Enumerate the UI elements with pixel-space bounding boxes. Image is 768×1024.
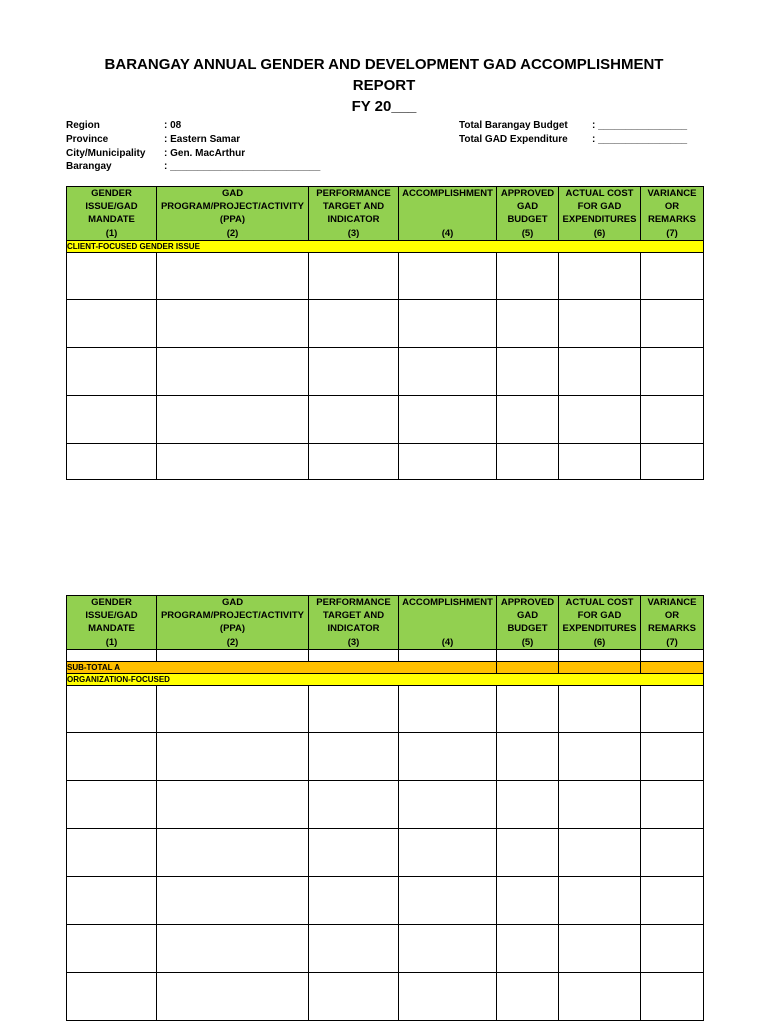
table-cell[interactable] [157,348,309,396]
table-cell[interactable] [641,686,704,733]
subtotal-a-budget[interactable] [497,662,559,674]
gad-table-organization [66,595,704,1021]
table-cell[interactable] [641,829,704,877]
table-cell[interactable] [559,650,641,662]
table-cell[interactable] [67,300,157,348]
info-value: : 08 [164,120,182,131]
table-row [67,733,704,781]
table-cell[interactable] [67,650,157,662]
title-line-1: BARANGAY ANNUAL GENDER AND DEVELOPMENT GAD ACCOMPLISHMENT [104,56,664,73]
info-row-barangay [66,160,320,174]
table-cell[interactable] [309,348,399,396]
table-cell[interactable] [399,300,497,348]
table-cell[interactable] [497,733,559,781]
subtotal-a-label: SUB-TOTAL A [67,662,497,674]
table-cell[interactable] [559,300,641,348]
table-row [67,253,704,300]
table-row [67,650,704,662]
table-cell[interactable] [309,973,399,1021]
table-row [67,781,704,829]
table-cell[interactable] [309,686,399,733]
table-cell[interactable] [157,444,309,480]
table-cell[interactable] [157,973,309,1021]
table-cell[interactable] [309,925,399,973]
info-label: Province [66,133,109,145]
table-cell[interactable] [399,444,497,480]
table-cell[interactable] [309,444,399,480]
table-row [67,348,704,396]
table-cell[interactable] [399,973,497,1021]
table-cell[interactable] [641,650,704,662]
table-cell[interactable] [399,829,497,877]
section-label-client-focused: CLIENT-FOCUSED GENDER ISSUE [67,241,704,253]
table-cell[interactable] [641,300,704,348]
table-cell[interactable] [157,925,309,973]
subtotal-row-a [67,662,704,674]
table-cell[interactable] [67,877,157,925]
info-value: : ________________ [592,120,688,131]
table-cell[interactable] [309,300,399,348]
col-header-accomplishment: ACCOMPLISHMENT (4) [399,596,497,650]
table-cell[interactable] [309,829,399,877]
table-cell[interactable] [67,253,157,300]
table-cell[interactable] [559,733,641,781]
col-header-approved-budget: APPROVED GAD BUDGET (5) [497,596,559,650]
table-cell[interactable] [559,829,641,877]
info-row-total-budget [459,119,687,133]
table-cell[interactable] [399,650,497,662]
table-cell[interactable] [309,781,399,829]
table-cell[interactable] [309,877,399,925]
table-cell[interactable] [497,444,559,480]
table-cell[interactable] [641,253,704,300]
col-header-actual-cost: ACTUAL COST FOR GAD EXPENDITURES (6) [559,596,641,650]
table-cell[interactable] [641,444,704,480]
table-cell[interactable] [559,925,641,973]
section-label-organization-focused: ORGANIZATION-FOCUSED [67,674,704,686]
table-cell[interactable] [559,686,641,733]
table-cell[interactable] [559,973,641,1021]
table-cell[interactable] [559,877,641,925]
table-cell[interactable] [641,925,704,973]
info-row-city [66,147,320,161]
table-cell[interactable] [497,829,559,877]
info-value: : Gen. MacArthur [164,147,246,159]
table-row [67,300,704,348]
table-cell[interactable] [157,686,309,733]
table-cell[interactable] [67,444,157,480]
info-label: Total GAD Expenditure [459,133,568,145]
info-row-region [66,119,320,133]
table-cell[interactable] [399,396,497,444]
table-cell[interactable] [157,829,309,877]
report-title [66,54,702,117]
table-cell[interactable] [497,650,559,662]
section-row-client-focused [67,241,704,253]
subtotal-a-variance[interactable] [641,662,704,674]
table-cell[interactable] [641,348,704,396]
table-cell[interactable] [67,781,157,829]
table-cell[interactable] [641,973,704,1021]
budget-info [459,119,687,147]
table-cell[interactable] [559,396,641,444]
table-cell[interactable] [399,686,497,733]
table-cell[interactable] [399,348,497,396]
table-cell[interactable] [559,348,641,396]
table-cell[interactable] [497,925,559,973]
table-row [67,829,704,877]
subtotal-a-actual[interactable] [559,662,641,674]
info-label: Total Barangay Budget [459,120,568,131]
table-cell[interactable] [559,781,641,829]
table-cell[interactable] [641,396,704,444]
col-header-gender-issue: GENDER ISSUE/GAD MANDATE (1) [67,187,157,241]
table-cell[interactable] [157,650,309,662]
table-cell[interactable] [497,300,559,348]
table-row [67,444,704,480]
info-value: : ___________________________ [164,161,321,173]
table-cell[interactable] [67,348,157,396]
table-row [67,396,704,444]
table-cell[interactable] [399,253,497,300]
col-header-variance: VARIANCE OR REMARKS (7) [641,187,704,241]
table-cell[interactable] [399,781,497,829]
col-header-gender-issue: GENDER ISSUE/GAD MANDATE (1) [67,596,157,650]
table-cell[interactable] [309,253,399,300]
table-header-row [67,596,704,650]
table-cell[interactable] [399,733,497,781]
gad-table-client [66,186,704,480]
col-header-variance: VARIANCE OR REMARKS (7) [641,596,704,650]
table-header-row [67,187,704,241]
col-header-performance: PERFORMANCE TARGET AND INDICATOR (3) [309,596,399,650]
title-line-3: FY 20___ [351,98,417,115]
table-cell[interactable] [67,829,157,877]
col-header-actual-cost: ACTUAL COST FOR GAD EXPENDITURES (6) [559,187,641,241]
table-cell[interactable] [157,733,309,781]
table-row [67,973,704,1021]
table-cell[interactable] [497,348,559,396]
table-cell[interactable] [67,973,157,1021]
table-cell[interactable] [67,733,157,781]
table-cell[interactable] [641,877,704,925]
title-line-2: REPORT [352,77,416,94]
info-label: Region [66,120,100,131]
table-cell[interactable] [497,253,559,300]
info-value: : ________________ [592,133,688,145]
info-row-total-expenditure [459,133,687,147]
table-row [67,686,704,733]
location-info [66,119,320,174]
info-value: : Eastern Samar [164,133,241,145]
col-header-ppa: GAD PROGRAM/PROJECT/ACTIVITY (PPA) (2) [157,596,309,650]
table-cell[interactable] [309,396,399,444]
table-cell[interactable] [157,877,309,925]
table-cell[interactable] [309,733,399,781]
table-cell[interactable] [641,781,704,829]
table-cell[interactable] [559,444,641,480]
table-cell[interactable] [497,686,559,733]
table-cell[interactable] [67,396,157,444]
info-label: City/Municipality [66,147,146,159]
table-cell[interactable] [497,973,559,1021]
table-cell[interactable] [157,396,309,444]
table-cell[interactable] [497,781,559,829]
col-header-accomplishment: ACCOMPLISHMENT (4) [399,187,497,241]
table-cell[interactable] [399,877,497,925]
table-cell[interactable] [67,686,157,733]
info-row-province [66,133,320,147]
section-row-organization-focused [67,674,704,686]
table-cell[interactable] [497,396,559,444]
table-cell[interactable] [157,781,309,829]
table-row [67,877,704,925]
col-header-performance: PERFORMANCE TARGET AND INDICATOR (3) [309,187,399,241]
info-label: Barangay [66,161,112,173]
table-cell[interactable] [67,925,157,973]
table-cell[interactable] [641,733,704,781]
table-cell[interactable] [399,925,497,973]
col-header-approved-budget: APPROVED GAD BUDGET (5) [497,187,559,241]
table-cell[interactable] [497,877,559,925]
table-cell[interactable] [157,253,309,300]
col-header-ppa: GAD PROGRAM/PROJECT/ACTIVITY (PPA) (2) [157,187,309,241]
table-cell[interactable] [309,650,399,662]
table-cell[interactable] [559,253,641,300]
table-cell[interactable] [157,300,309,348]
table-row [67,925,704,973]
